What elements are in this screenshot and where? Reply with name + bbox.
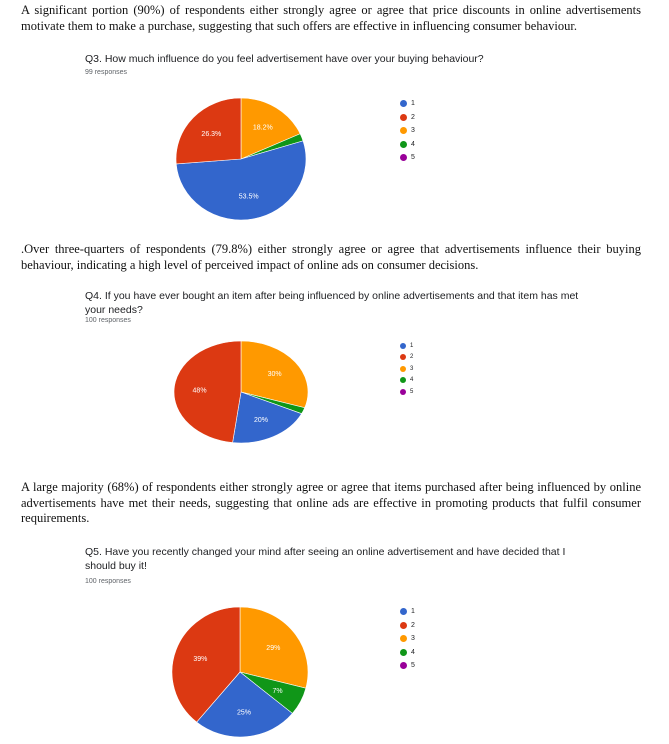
legend-q5 [400, 605, 415, 673]
question-title-q4: Q4. If you have ever bought an item after being influenced by online advertisements and that item has met your needs? [85, 290, 579, 316]
legend-label: 2 [411, 113, 415, 121]
legend-item-2 [400, 111, 415, 125]
pie-label-3: 18.2% [252, 124, 273, 132]
legend-dot-icon [400, 389, 406, 395]
pie-chart-q5 [172, 607, 308, 737]
legend-label: 3 [411, 127, 415, 135]
legend-q4 [400, 340, 413, 398]
legend-q3 [400, 97, 415, 165]
response-count-q3: 99 responses [85, 69, 128, 76]
legend-label: 5 [411, 154, 415, 162]
legend-label: 1 [411, 608, 415, 616]
legend-label: 1 [411, 100, 415, 108]
legend-item-3 [400, 632, 415, 646]
pie-label-3: 29% [266, 644, 281, 652]
legend-label: 2 [411, 621, 415, 629]
legend-label: 2 [410, 354, 414, 361]
pie-label-1: 20% [254, 417, 269, 425]
legend-dot-icon [400, 649, 407, 656]
legend-dot-icon [400, 114, 407, 121]
legend-label: 3 [411, 635, 415, 643]
legend-item-3 [400, 124, 415, 138]
pie-slice-2 [174, 341, 241, 443]
legend-item-5 [400, 151, 415, 165]
pie-label-1: 25% [236, 709, 251, 717]
legend-item-1 [400, 340, 413, 352]
pie-label-3: 30% [267, 370, 282, 378]
response-count-q4: 100 responses [85, 317, 131, 324]
legend-item-4 [400, 646, 415, 660]
paragraph-needs-met: A large majority (68%) of respondents either strongly agree or agree that items purchased after being influenced by online advertisements have met their needs, suggesting that online ads are effective in promoting products that fulfil consumer requirements. [21, 480, 641, 526]
legend-item-1 [400, 605, 415, 619]
legend-dot-icon [400, 377, 406, 383]
pie-label-1: 53.5% [238, 193, 259, 201]
legend-dot-icon [400, 635, 407, 642]
legend-dot-icon [400, 622, 407, 629]
paragraph-price-discounts: A significant portion (90%) of respondents either strongly agree or agree that price discounts in online advertisements motivate them to make a purchase, suggesting that such offers are effective in influencing consumer behaviour. [21, 3, 641, 33]
legend-item-2 [400, 352, 413, 364]
pie-label-2: 26.3% [201, 130, 222, 138]
legend-item-4 [400, 138, 415, 152]
question-title-q5: Q5. Have you recently changed your mind after seeing an online advertisement and have decided that I should buy it! [85, 546, 566, 572]
legend-label: 5 [410, 388, 414, 395]
legend-dot-icon [400, 662, 407, 669]
pie-chart-q3 [176, 98, 306, 220]
response-count-q5: 100 responses [85, 578, 131, 585]
legend-dot-icon [400, 154, 407, 161]
pie-label-2: 39% [193, 655, 208, 663]
paragraph-ad-influence: .Over three-quarters of respondents (79.8%) either strongly agree or agree that advertisements influence their buying behaviour, indicating a high level of perceived impact of online ads on consumer decisions. [21, 242, 641, 272]
legend-item-3 [400, 363, 413, 375]
legend-label: 1 [410, 342, 414, 349]
legend-dot-icon [400, 100, 407, 107]
legend-dot-icon [400, 608, 407, 615]
legend-item-5 [400, 659, 415, 673]
legend-dot-icon [400, 343, 406, 349]
legend-label: 4 [411, 648, 415, 656]
legend-label: 4 [410, 377, 414, 384]
legend-label: 5 [411, 662, 415, 670]
legend-item-4 [400, 375, 413, 387]
legend-label: 3 [410, 365, 414, 372]
pie-label-4: 7% [272, 687, 283, 695]
pie-chart-q4 [174, 341, 308, 443]
question-title-q3: Q3. How much influence do you feel advertisement have over your buying behaviour? [85, 53, 484, 65]
legend-label: 4 [411, 140, 415, 148]
legend-dot-icon [400, 366, 406, 372]
legend-item-1 [400, 97, 415, 111]
legend-dot-icon [400, 354, 406, 360]
legend-dot-icon [400, 127, 407, 134]
legend-item-2 [400, 619, 415, 633]
legend-item-5 [400, 386, 413, 398]
pie-label-2: 48% [192, 387, 207, 395]
legend-dot-icon [400, 141, 407, 148]
